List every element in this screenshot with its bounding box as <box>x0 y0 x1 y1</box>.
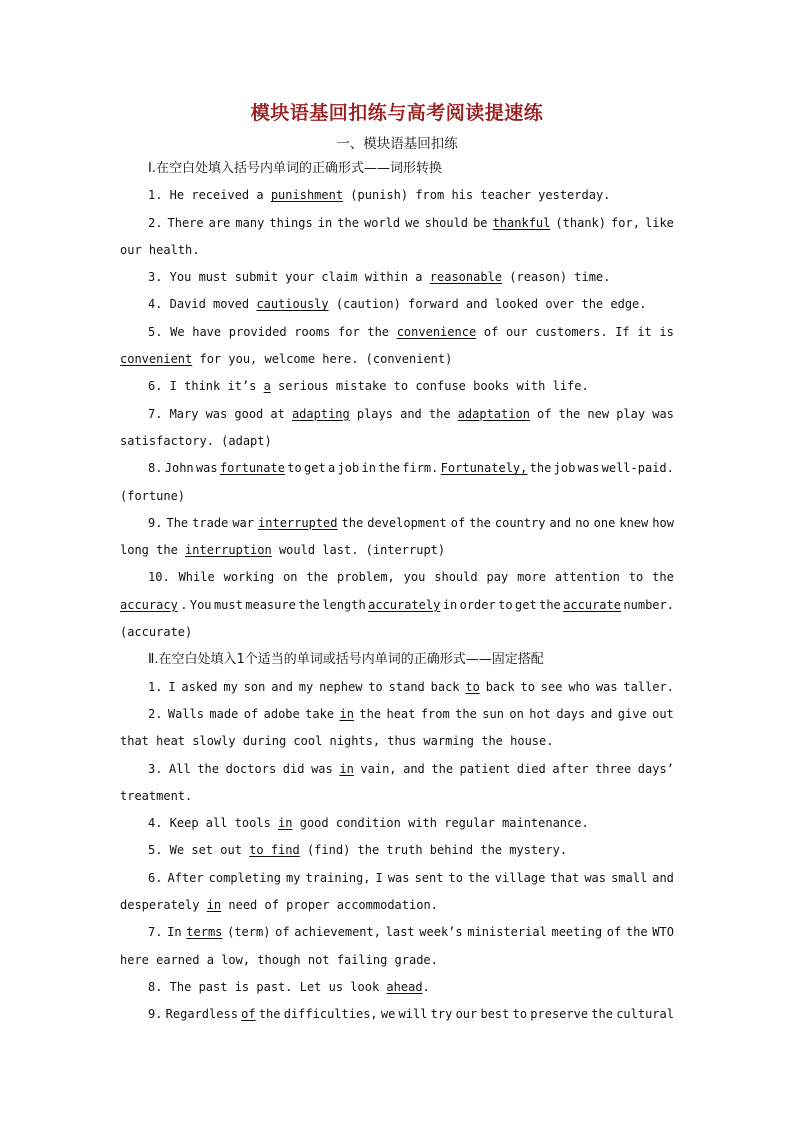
word: how <box>652 515 674 530</box>
word: did <box>282 761 305 776</box>
answer-blank: in <box>339 761 354 776</box>
word: to <box>498 597 513 612</box>
word: adobe <box>263 706 300 721</box>
word: plays <box>356 406 393 421</box>
word: to <box>448 870 463 885</box>
word: 2. <box>148 215 163 230</box>
exercise-line <box>120 974 674 1001</box>
word: back <box>430 679 460 694</box>
word: days <box>556 706 586 721</box>
word: the <box>558 406 581 421</box>
word: to <box>628 570 644 585</box>
exercise-line <box>120 865 674 892</box>
text-segment: 4. David moved <box>148 297 257 312</box>
word: be <box>473 215 488 230</box>
answer-blank: terms <box>186 925 223 940</box>
word: will <box>398 1007 428 1022</box>
text-segment: (fortune) <box>120 488 186 503</box>
text-segment: 3. You must submit your claim within a <box>148 270 430 285</box>
text-segment: 1. He received a <box>148 188 271 203</box>
word: The <box>166 515 189 530</box>
exercise-line <box>120 537 674 564</box>
word: difficulties, <box>283 1007 378 1022</box>
exercise-line <box>120 564 674 591</box>
text-segment: for you, welcome here. (convenient) <box>192 352 453 367</box>
text-segment: (reason) time. <box>502 270 611 285</box>
text-segment: (caution) forward and looked over the edge. <box>328 297 647 312</box>
word: on <box>509 706 524 721</box>
word: give <box>617 706 647 721</box>
word: see <box>540 679 563 694</box>
text-segment: 5. We set out <box>148 843 250 858</box>
word: was <box>311 761 333 776</box>
text-segment: 6. I think it’s <box>148 379 264 394</box>
word: three <box>595 761 632 776</box>
text-segment: satisfactory. (adapt) <box>120 433 272 448</box>
word: of <box>483 324 499 339</box>
word: was <box>577 461 600 476</box>
word: small <box>611 870 648 885</box>
word: 6. <box>148 870 163 885</box>
word: sent <box>414 870 444 885</box>
section-heading-2: Ⅱ.在空白处填入1个适当的单词或括号内单词的正确形式——固定搭配 <box>148 652 544 668</box>
word: hot <box>529 706 551 721</box>
text-segment: (punish) from his teacher yesterday. <box>343 188 611 203</box>
word: was <box>195 461 218 476</box>
word: should <box>424 215 469 230</box>
word: While <box>178 570 215 585</box>
answer-blank: accurate <box>563 597 621 612</box>
exercise-line <box>120 919 674 946</box>
answer-blank: ahead <box>386 979 423 994</box>
exercise-line <box>120 401 674 428</box>
word: to <box>287 461 302 476</box>
word: in <box>361 461 376 476</box>
word: the <box>298 597 320 612</box>
word: world <box>364 215 401 230</box>
section-heading-1: Ⅰ.在空白处填入括号内单词的正确形式——词形转换 <box>148 161 442 176</box>
word: the <box>306 570 329 585</box>
word: week’s <box>419 925 463 940</box>
word: at <box>270 406 285 421</box>
word: the <box>591 1007 613 1022</box>
answer-blank: accuracy <box>120 597 178 612</box>
word: job <box>337 461 360 476</box>
text-segment: treatment. <box>120 788 193 803</box>
word: If <box>615 324 630 339</box>
word: rooms <box>294 324 331 339</box>
text-segment: desperately <box>120 898 207 913</box>
word: our <box>455 1007 478 1022</box>
word: 2. <box>148 706 163 721</box>
word: my <box>223 679 238 694</box>
exercise-line <box>120 510 674 537</box>
word: my <box>285 870 301 885</box>
exercise-line <box>120 319 674 346</box>
answer-blank: punishment <box>270 188 344 203</box>
word: play <box>616 406 646 421</box>
word: that <box>550 870 580 885</box>
word: the <box>625 925 648 940</box>
exercise-line <box>120 674 674 701</box>
word: 9. <box>148 1007 163 1022</box>
word: and <box>400 406 422 421</box>
exercise-line <box>120 291 674 318</box>
word: we <box>405 215 420 230</box>
word: vain, <box>360 761 397 776</box>
word: 5. <box>148 324 163 339</box>
word: number. <box>623 597 674 612</box>
word: try <box>430 1007 453 1022</box>
word: cultural <box>616 1007 674 1022</box>
word: village <box>494 870 546 885</box>
word: good <box>234 406 264 421</box>
word: and <box>652 870 674 885</box>
word: taller. <box>623 679 674 694</box>
exercise-line <box>120 619 674 646</box>
word: should <box>434 570 478 585</box>
answer-blank: to <box>465 679 480 694</box>
answer-blank: convenience <box>396 324 477 339</box>
word: the <box>258 1007 281 1022</box>
word: Walls <box>167 706 204 721</box>
word: of <box>275 925 290 940</box>
word: the <box>367 324 390 339</box>
word: after <box>552 761 589 776</box>
word: to <box>512 1007 528 1022</box>
word: of <box>537 406 552 421</box>
word: length <box>322 597 366 612</box>
word: the <box>428 406 451 421</box>
word: of <box>450 515 466 530</box>
word: it <box>637 324 652 339</box>
word: more <box>517 570 546 585</box>
word: get <box>515 597 537 612</box>
text-segment: our health. <box>120 242 200 257</box>
word: of <box>606 925 622 940</box>
word: things <box>269 215 313 230</box>
word: meeting <box>551 925 603 940</box>
word: was <box>595 679 618 694</box>
answer-blank: a <box>263 379 271 394</box>
word: I <box>168 679 176 694</box>
word: I <box>375 870 383 885</box>
exercise-line <box>120 1001 674 1028</box>
text-segment: would last. (interrupt) <box>271 543 446 558</box>
word: 9. <box>148 515 163 530</box>
word: WTO <box>652 925 674 940</box>
word: days’ <box>637 761 674 776</box>
exercise-line <box>120 592 674 619</box>
word: the <box>378 461 400 476</box>
answer-blank: fortunate <box>219 461 285 476</box>
word: (term) <box>227 925 271 940</box>
text-segment: 4. Keep all tools <box>148 816 279 831</box>
word: of <box>243 706 259 721</box>
word: like <box>645 215 674 230</box>
word: our <box>505 324 528 339</box>
answer-blank: thankful <box>492 215 551 230</box>
answer-blank: interrupted <box>258 515 338 530</box>
word: well-paid. <box>601 461 674 476</box>
word: was <box>205 406 228 421</box>
word: my <box>298 679 314 694</box>
text-segment: good condition with regular maintenance. <box>292 816 589 831</box>
answer-blank: in <box>206 898 222 913</box>
word: and <box>271 679 293 694</box>
exercise-line <box>120 810 674 837</box>
text-segment: . <box>422 979 430 994</box>
word: last <box>385 925 415 940</box>
word: preserve <box>530 1007 589 1022</box>
text-segment: 8. The past is past. Let us look <box>148 979 387 994</box>
word: the <box>341 515 364 530</box>
word: to <box>520 679 535 694</box>
word: In <box>167 925 182 940</box>
word: made <box>209 706 239 721</box>
exercise-body <box>120 155 674 1029</box>
word: (thank) <box>555 215 606 230</box>
exercise-line <box>120 346 674 373</box>
answer-blank: cautiously <box>256 297 329 312</box>
word: the <box>469 515 491 530</box>
text-segment: long the <box>120 543 186 558</box>
word: provided <box>228 324 287 339</box>
text-segment: need of proper accommodation. <box>221 898 438 913</box>
text-segment: here earned a low, though not failing grade. <box>120 952 438 967</box>
word: working <box>223 570 275 585</box>
word: job <box>553 461 576 476</box>
exercise-line <box>120 483 674 510</box>
word: . <box>180 597 188 612</box>
word: 1. <box>148 679 163 694</box>
word: doctors <box>225 761 277 776</box>
word: have <box>192 324 222 339</box>
word: knew <box>619 515 649 530</box>
text-segment: (accurate) <box>120 625 193 640</box>
word: the <box>337 215 359 230</box>
exercise-line <box>120 701 674 728</box>
word: heat <box>386 706 416 721</box>
word: for, <box>611 215 640 230</box>
word: Regardless <box>165 1007 238 1022</box>
page-subtitle: 一、模块语基回扣练 <box>336 136 458 152</box>
exercise-line <box>120 182 674 209</box>
word: for <box>338 324 360 339</box>
exercise-line <box>120 837 674 864</box>
answer-blank: to find <box>249 843 300 858</box>
word: country <box>494 515 546 530</box>
answer-blank: adaptation <box>457 406 530 421</box>
answer-blank: accurately <box>368 597 441 612</box>
exercise-line <box>120 237 674 264</box>
word: firm. <box>402 461 439 476</box>
exercise-line <box>120 428 674 455</box>
word: in <box>317 215 333 230</box>
word: get <box>304 461 326 476</box>
word: development <box>367 515 447 530</box>
word: problem, <box>336 570 395 585</box>
word: back <box>485 679 515 694</box>
word: There <box>167 215 204 230</box>
word: 7. <box>148 406 163 421</box>
word: the <box>468 870 490 885</box>
word: out <box>652 706 674 721</box>
exercise-line <box>120 783 674 810</box>
word: and <box>590 706 613 721</box>
answer-blank: adapting <box>291 406 350 421</box>
word: are <box>208 215 231 230</box>
word: nephew <box>319 679 363 694</box>
word: 8. <box>148 461 163 476</box>
word: completing <box>208 870 281 885</box>
word: the <box>455 706 477 721</box>
word: training, <box>305 870 371 885</box>
word: war <box>232 515 254 530</box>
word: John <box>164 461 194 476</box>
word: 10. <box>148 570 170 585</box>
word: must <box>213 597 243 612</box>
word: order <box>459 597 496 612</box>
exercise-line <box>120 210 674 237</box>
word: a <box>328 461 336 476</box>
word: son <box>243 679 266 694</box>
word: achievement, <box>294 925 381 940</box>
word: take <box>305 706 335 721</box>
word: to <box>368 679 383 694</box>
exercise-line <box>120 728 674 755</box>
word: we <box>380 1007 396 1022</box>
word: best <box>480 1007 510 1022</box>
word: was <box>387 870 410 885</box>
word: many <box>235 215 265 230</box>
word: pay <box>486 570 509 585</box>
word: patient <box>459 761 511 776</box>
word: no <box>575 515 590 530</box>
page-title: 模块语基回扣练与高考阅读提速练 <box>250 102 544 124</box>
word: After <box>167 870 204 885</box>
answer-blank: convenient <box>120 352 193 367</box>
text-segment: serious mistake to confuse books with life. <box>270 379 589 394</box>
exercise-line <box>120 892 674 919</box>
word: Mary <box>169 406 199 421</box>
word: new <box>587 406 610 421</box>
word: one <box>593 515 616 530</box>
word: you <box>403 570 426 585</box>
text-segment: that heat slowly during cool nights, thus warming the house. <box>120 734 554 749</box>
word: the <box>529 461 552 476</box>
word: died <box>516 761 546 776</box>
answer-blank: of <box>241 1007 256 1022</box>
word: attention <box>554 570 620 585</box>
word: was <box>652 406 674 421</box>
word: customers. <box>535 324 608 339</box>
word: is <box>659 324 674 339</box>
word: asked <box>181 679 218 694</box>
answer-blank: Fortunately, <box>440 461 528 476</box>
exercise-line <box>120 756 674 783</box>
exercise-line <box>120 947 674 974</box>
word: and <box>403 761 425 776</box>
word: measure <box>245 597 296 612</box>
text-segment: (find) the truth behind the mystery. <box>299 843 568 858</box>
answer-blank: interruption <box>185 543 272 558</box>
word: trade <box>192 515 229 530</box>
word: the <box>359 706 382 721</box>
word: We <box>170 324 185 339</box>
exercise-line <box>120 373 674 400</box>
word: All <box>169 761 191 776</box>
word: in <box>442 597 458 612</box>
word: and <box>549 515 572 530</box>
word: 7. <box>148 925 163 940</box>
exercise-line <box>120 455 674 482</box>
answer-blank: reasonable <box>429 270 503 285</box>
word: stand <box>388 679 425 694</box>
word: the <box>539 597 561 612</box>
word: from <box>420 706 450 721</box>
exercise-line <box>120 264 674 291</box>
answer-blank: in <box>278 816 293 831</box>
word: sun <box>482 706 504 721</box>
word: the <box>431 761 454 776</box>
answer-blank: in <box>339 706 354 721</box>
word: the <box>197 761 220 776</box>
word: You <box>189 597 212 612</box>
word: on <box>283 570 298 585</box>
word: was <box>584 870 607 885</box>
word: who <box>568 679 591 694</box>
word: 3. <box>148 761 163 776</box>
word: ministerial <box>467 925 547 940</box>
word: the <box>652 570 674 585</box>
